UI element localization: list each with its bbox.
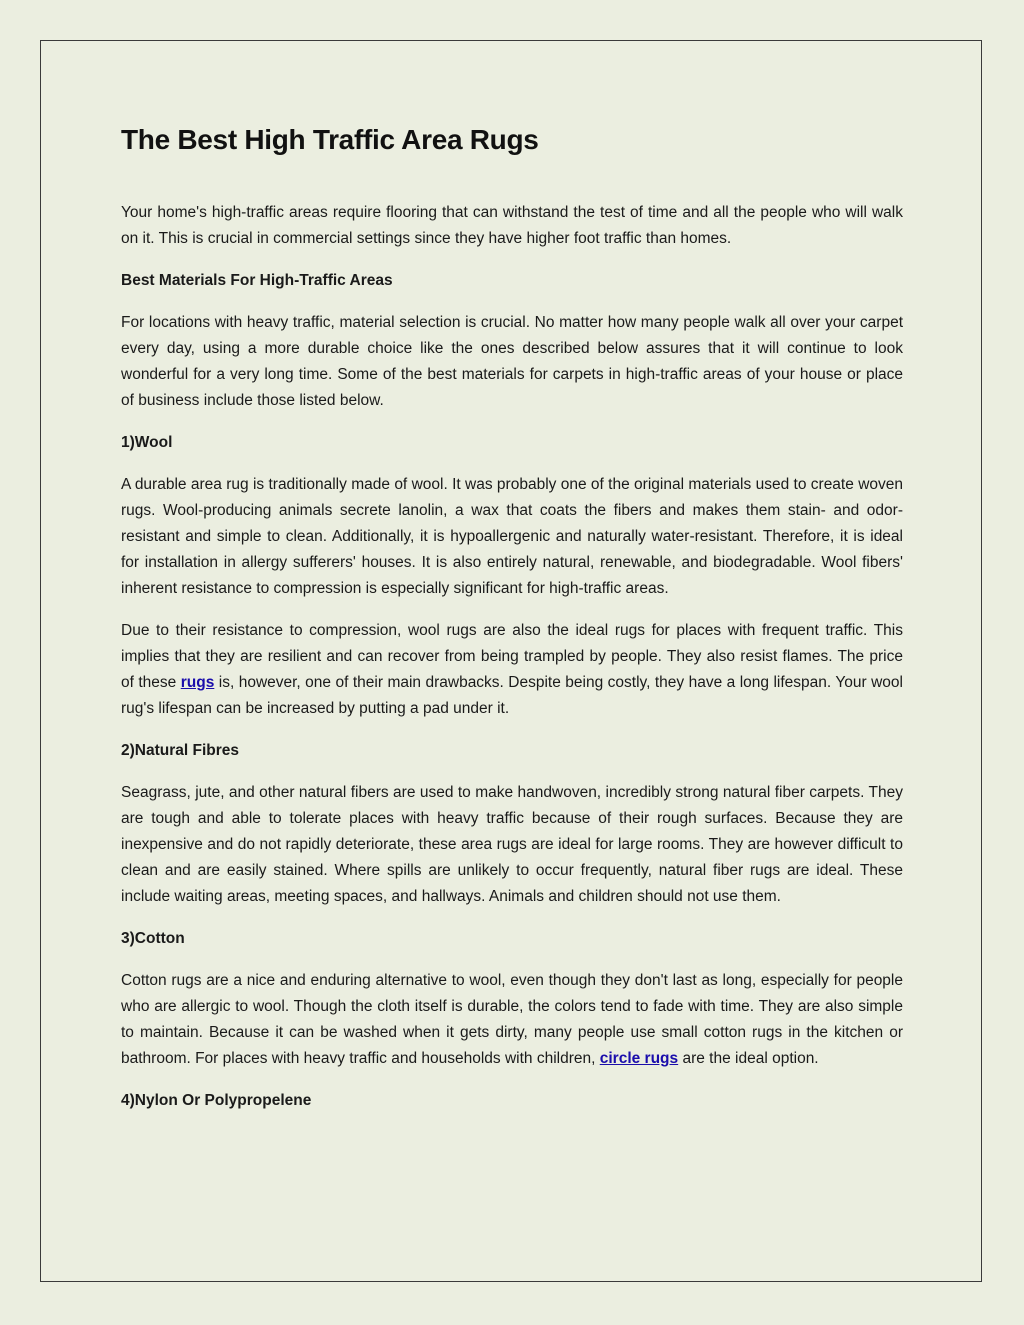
cotton-paragraph — [121, 968, 903, 1072]
nylon-heading: 4)Nylon Or Polypropelene — [121, 1092, 312, 1109]
circle-rugs-link[interactable]: circle rugs — [599, 1050, 679, 1067]
wool-paragraph-1: A durable area rug is traditionally made of wool. It was probably one of the original materials used to create woven rugs. Wool-producing animals secrete lanolin, a wax that coats the fibers and makes them stain- and odor-resistant and simple to clean. Additionally, it is hypoallergenic and naturally water-resistant. Therefore, it is ideal for installation in allergy sufferers' houses. It is also entirely natural, renewable, and biodegradable. Wool fibers' inherent resistance to compression is especially significant for high-traffic areas. — [121, 476, 903, 597]
materials-paragraph: For locations with heavy traffic, material selection is crucial. No matter how many people walk all over your carpet every day, using a more durable choice like the ones described below assures that it will continue to look wonderful for a very long time. Some of the best materials for carpets in high-traffic areas of your house or place of business include those listed below. — [121, 314, 903, 409]
document-body — [121, 120, 903, 1130]
wool-paragraph-2 — [121, 618, 903, 722]
wool-paragraph-2-text-after: is, however, one of their main drawbacks. Despite being costly, they have a long lifespan. Your wool rug's lifespan can be increased by putting a pad under it. — [121, 674, 903, 717]
natural-fibres-heading: 2)Natural Fibres — [121, 742, 240, 759]
page-title: The Best High Traffic Area Rugs — [121, 124, 539, 155]
wool-heading: 1)Wool — [121, 434, 173, 451]
intro-paragraph: Your home's high-traffic areas require flooring that can withstand the test of time and all the people who will walk on it. This is crucial in commercial settings since they have higher foot traffic than homes. — [121, 204, 903, 247]
cotton-heading: 3)Cotton — [121, 930, 185, 947]
natural-fibres-paragraph: Seagrass, jute, and other natural fibers are used to make handwoven, incredibly strong natural fiber carpets. They are tough and able to tolerate places with heavy traffic because of their rough surfaces. Because they are inexpensive and do not rapidly deteriorate, these area rugs are ideal for large rooms. They are however difficult to clean and are easily stained. Where spills are unlikely to occur frequently, natural fiber rugs are ideal. These include waiting areas, meeting spaces, and hallways. Animals and children should not use them. — [121, 784, 903, 905]
materials-heading: Best Materials For High-Traffic Areas — [121, 272, 393, 289]
cotton-paragraph-text-after: are the ideal option. — [678, 1050, 819, 1067]
cotton-paragraph-text-before: Cotton rugs are a nice and enduring alternative to wool, even though they don't last as long, especially for people who are allergic to wool. Though the cloth itself is durable, the colors tend to fade with time. They are also simple to maintain. Because it can be washed when it gets dirty, many people use small cotton rugs in the kitchen or bathroom. For places with heavy traffic and households with children, — [121, 972, 903, 1067]
wool-paragraph-2-text-before: Due to their resistance to compression, wool rugs are also the ideal rugs for places with frequent traffic. This implies that they are resilient and can recover from being trampled by people. They also resist flames. The price of these — [121, 622, 903, 691]
rugs-link[interactable]: rugs — [180, 674, 215, 691]
